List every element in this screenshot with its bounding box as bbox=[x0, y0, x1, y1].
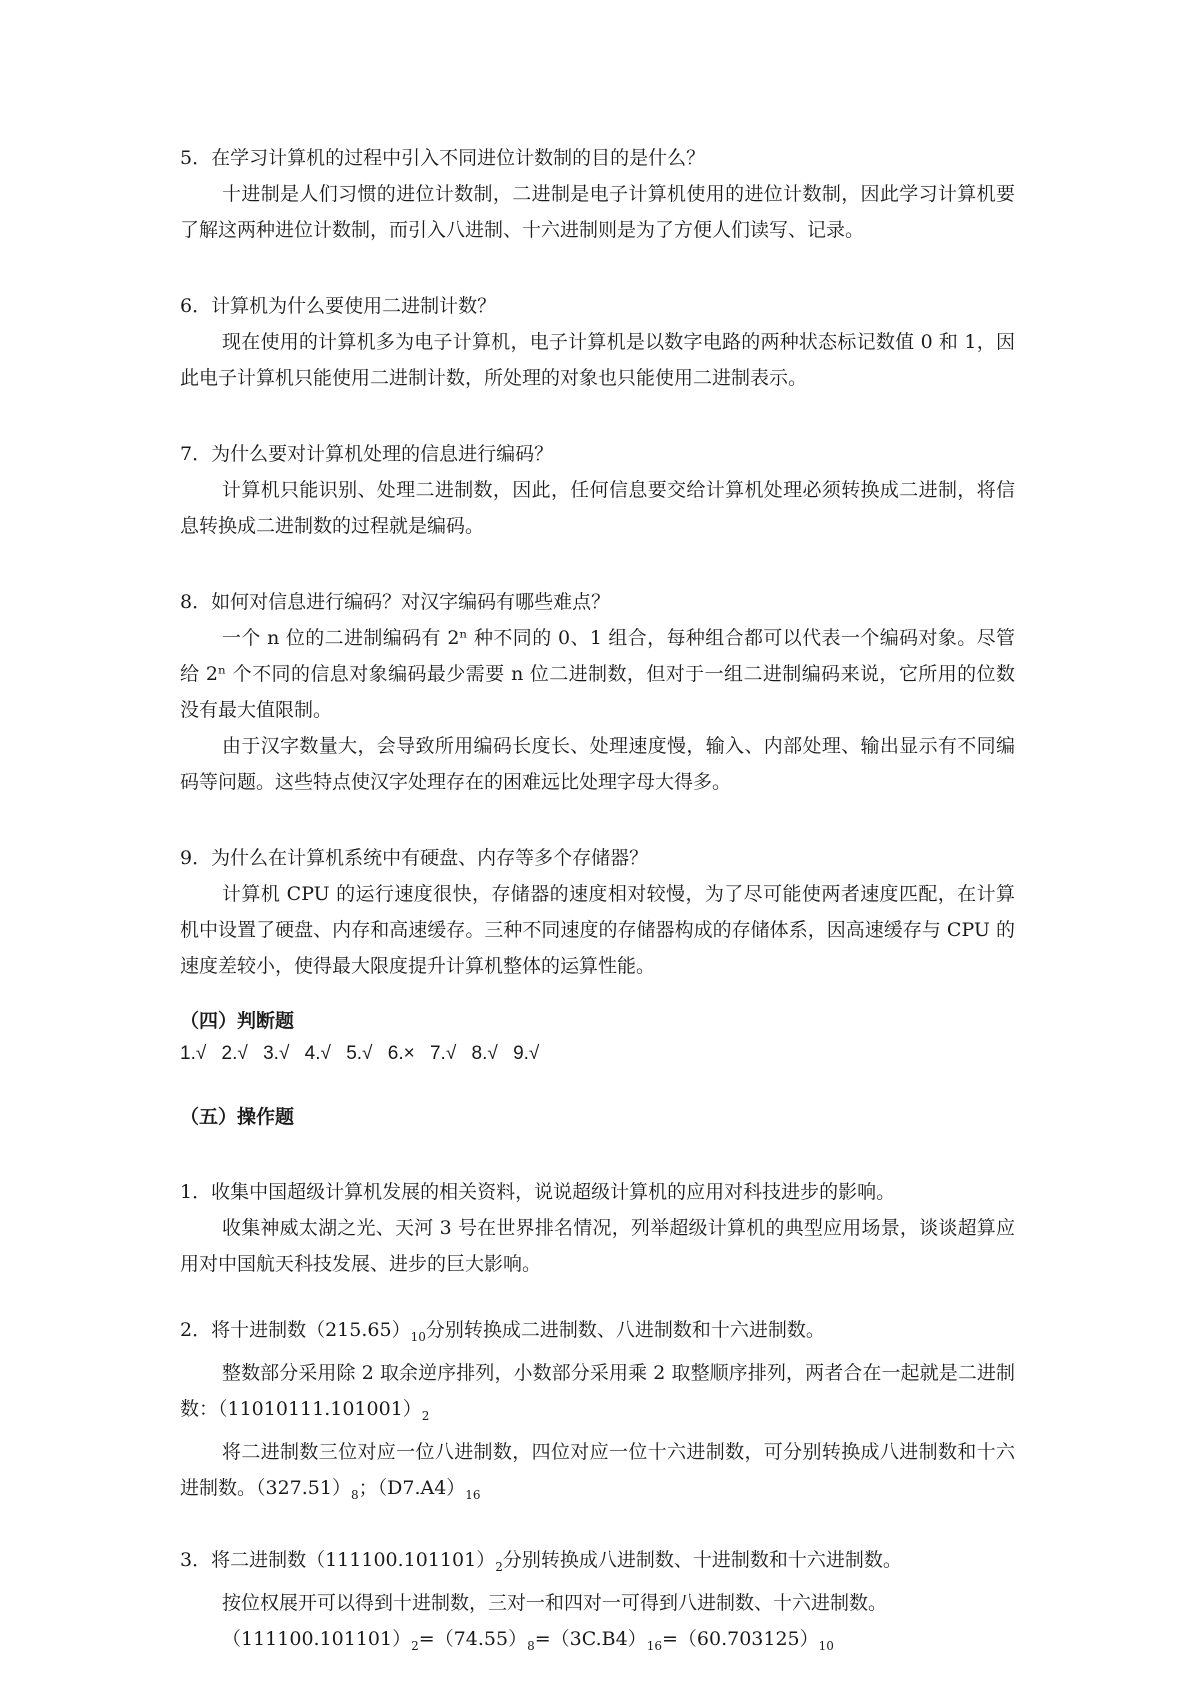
true-false-answers: 1.√ 2.√ 3.√ 4.√ 5.√ 6.× 7.√ 8.√ 9.√ bbox=[180, 1043, 540, 1064]
question-7: 7．为什么要对计算机处理的信息进行编码？ bbox=[180, 443, 554, 465]
section-5-heading: （五）操作题 bbox=[180, 1106, 295, 1128]
answer-5: 十进制是人们习惯的进位计数制，二进制是电子计算机使用的进位计数制，因此学习计算机要了解这两种进位计数制，而引入八进制、十六进制则是为了方便人们读写、记录。 bbox=[180, 183, 1015, 241]
answer-6: 现在使用的计算机多为电子计算机，电子计算机是以数字电路的两种状态标记数值 0 和 1，因此电子计算机只能使用二进制计数，所处理的对象也只能使用二进制表示。 bbox=[180, 331, 1015, 389]
answer-8-part-1: 一个 n 位的二进制编码有 2ⁿ 种不同的 0、1 组合，每种组合都可以代表一个编码对象。尽管给 2ⁿ 个不同的信息对象编码最少需要 n 位二进制数，但对于一组二进制编码来说，它所用的位数没有最大值限制。 bbox=[180, 627, 1015, 721]
operation-2-answer-2: 将二进制数三位对应一位八进制数，四位对应一位十六进制数，可分别转换成八进制数和十六进制数。$(327.51)_8$；$(D7.A4)_{16}$ bbox=[180, 1440, 1015, 1502]
operation-3-answer: 按位权展开可以得到十进制数，三对一和四对一可得到八进制数、十六进制数。 bbox=[222, 1592, 888, 1615]
question-6: 6．计算机为什么要使用二进制计数？ bbox=[180, 295, 497, 317]
document-page bbox=[180, 140, 1015, 1664]
operation-2-question: 2．将十进制数$(215.65)_{10}$分别转换成二进制数、八进制数和十六进制数。 bbox=[180, 1319, 825, 1344]
answer-7: 计算机只能识别、处理二进制数，因此，任何信息要交给计算机处理必须转换成二进制，将信息转换成二进制数的过程就是编码。 bbox=[180, 479, 1015, 537]
question-8: 8．如何对信息进行编码？对汉字编码有哪些难点？ bbox=[180, 591, 611, 613]
operation-2-answer-1: 整数部分采用除 2 取余逆序排列，小数部分采用乘 2 取整顺序排列，两者合在一起就是二进制数：$(11010111.101001)_2$ bbox=[180, 1361, 1015, 1423]
operation-1-question: 1．收集中国超级计算机发展的相关资料，说说超级计算机的应用对科技进步的影响。 bbox=[180, 1181, 896, 1203]
answer-9: 计算机 CPU 的运行速度很快，存储器的速度相对较慢，为了尽可能使两者速度匹配，在计算机中设置了硬盘、内存和高速缓存。三种不同速度的存储器构成的存储体系，因高速缓存与 CPU 的速度差较小，使得最大限度提升计算机整体的运算性能。 bbox=[180, 883, 1015, 977]
operation-1-answer: 收集神威太湖之光、天河 3 号在世界排名情况，列举超级计算机的典型应用场景，谈谈超算应用对中国航天科技发展、进步的巨大影响。 bbox=[180, 1217, 1015, 1275]
answer-8-part-2: 由于汉字数量大，会导致所用编码长度长、处理速度慢，输入、内部处理、输出显示有不同编码等问题。这些特点使汉字处理存在的困难远比处理字母大得多。 bbox=[180, 735, 1015, 793]
operation-3-question: 3．将二进制数$(111100.101101)_2$分别转换成八进制数、十进制数和十六进制数。 bbox=[180, 1549, 902, 1575]
operation-3-formula: $(111100.101101)_2=(74.55)_8=(3C.B4)_{16}=(60.703125)_{10}$ bbox=[222, 1628, 834, 1653]
question-9: 9．为什么在计算机系统中有硬盘、内存等多个存储器？ bbox=[180, 847, 649, 869]
question-5: 5．在学习计算机的过程中引入不同进位计数制的目的是什么？ bbox=[180, 147, 706, 169]
section-4-heading: （四）判断题 bbox=[180, 1010, 295, 1032]
